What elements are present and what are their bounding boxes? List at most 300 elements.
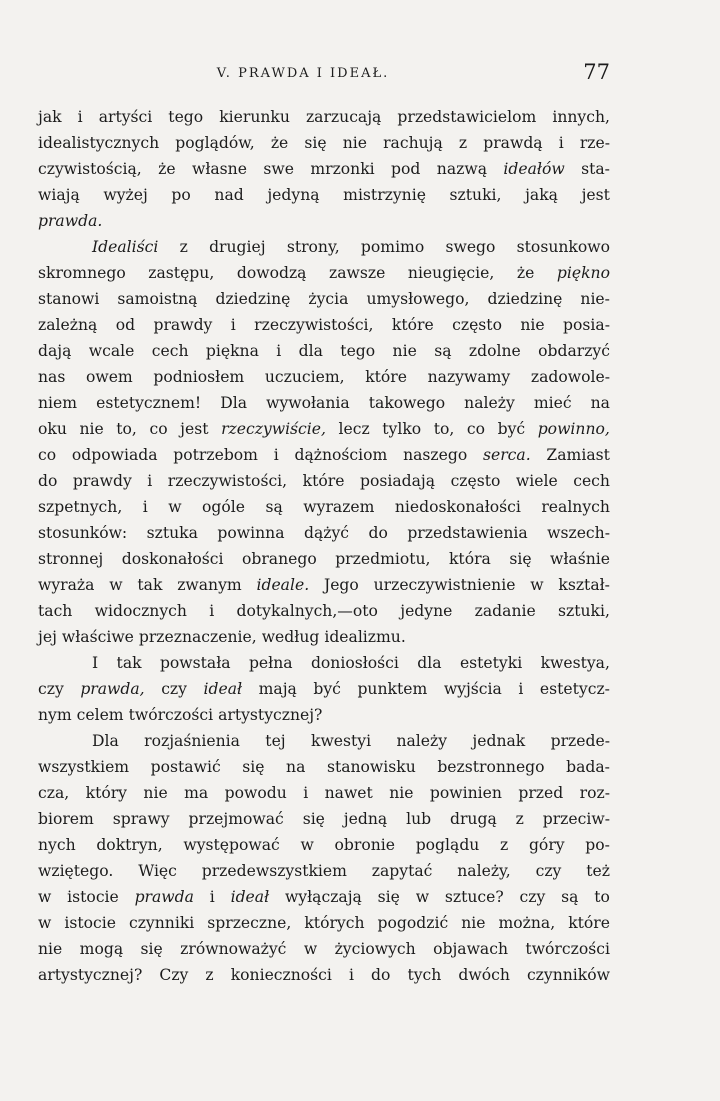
word: prawdy [153, 316, 213, 334]
word: można, [498, 914, 556, 932]
word: w [168, 498, 182, 516]
word: co [466, 420, 486, 438]
word: powinno, [537, 420, 610, 438]
word: widocznych [94, 602, 187, 620]
text-line [38, 598, 610, 624]
word: takowego [368, 394, 446, 412]
text-line [38, 364, 610, 390]
word: idealistycznych [38, 134, 160, 152]
word: nie [389, 784, 414, 802]
word: na [286, 758, 306, 776]
word: co [149, 420, 168, 438]
word: rachują [383, 134, 443, 152]
word: do [368, 524, 388, 542]
word: w [415, 888, 430, 906]
page-number: 77 [583, 60, 610, 84]
word: sprzeczne, [207, 914, 292, 932]
word: przeciw- [542, 810, 610, 828]
word: pomimo [360, 238, 425, 256]
word: rzeczywiście, [221, 420, 326, 438]
word: artyści [98, 108, 153, 126]
word: zawsze [329, 264, 386, 282]
word: tak [137, 576, 163, 594]
text-line [38, 494, 610, 520]
word: i [276, 342, 282, 360]
text-line [38, 962, 610, 988]
word: sztuka [146, 524, 198, 542]
word: Czy [159, 966, 189, 984]
text-line [38, 806, 610, 832]
word: Dla [92, 732, 119, 750]
word: wszystkiem [38, 758, 130, 776]
word: powinna [217, 524, 285, 542]
word: stosunków: [38, 524, 128, 542]
word: niedoskonałości [394, 498, 521, 516]
text-line [38, 650, 610, 676]
word: w [530, 576, 544, 594]
word: rzeczywistości, [254, 316, 374, 334]
word: który [85, 784, 127, 802]
word: tylko [382, 420, 422, 438]
word: jej [38, 628, 57, 646]
word: poglądu [415, 836, 480, 854]
word: po- [585, 836, 610, 854]
word: w [38, 888, 52, 906]
word: mogą [79, 940, 124, 958]
word: doktryn, [96, 836, 163, 854]
word: posiadają [359, 472, 436, 490]
word: istocie [67, 888, 119, 906]
word: w [38, 914, 52, 932]
word: tych [407, 966, 442, 984]
word: nas [38, 368, 66, 386]
word: Idealiści [92, 238, 159, 256]
word: twórczości [128, 706, 214, 724]
word: i [147, 472, 153, 490]
word: istocie [64, 914, 116, 932]
word: naszego [403, 446, 468, 464]
word: czy [535, 862, 562, 880]
word: życia [308, 290, 349, 308]
word: I [92, 654, 99, 672]
word: dziedzinę [487, 290, 563, 308]
word: wziętego. [38, 862, 114, 880]
word: sta- [581, 160, 610, 178]
word: powstała [159, 654, 231, 672]
word: pod [391, 160, 421, 178]
word: przeznaczenie, [138, 628, 257, 646]
word: cech [573, 472, 610, 490]
word: zależną [38, 316, 98, 334]
word: z [515, 810, 524, 828]
word: prawdą [483, 134, 543, 152]
word: wyrazem [303, 498, 375, 516]
word: się [304, 134, 327, 152]
word: cza, [38, 784, 70, 802]
word: umysłowego, [366, 290, 470, 308]
word: ma [184, 784, 209, 802]
word: wyjścia [443, 680, 502, 698]
text-line [38, 754, 610, 780]
word: się [377, 888, 400, 906]
word: na [590, 394, 610, 412]
word: wyłączają [284, 888, 362, 906]
word: posia- [563, 316, 610, 334]
text-line [38, 260, 610, 286]
word: estetyki [459, 654, 523, 672]
word: to [594, 888, 610, 906]
word: się [242, 758, 265, 776]
word: nie [143, 784, 168, 802]
word: jest [180, 420, 209, 438]
word: i [142, 498, 148, 516]
word: swego [445, 238, 496, 256]
text-line [38, 182, 610, 208]
word: stanowisku [326, 758, 416, 776]
word: stosunkowo [516, 238, 610, 256]
word: kształ- [558, 576, 610, 594]
text-line [38, 208, 610, 234]
word: nym [38, 706, 72, 724]
word: punktem [357, 680, 428, 698]
word: bezstronnego [437, 758, 545, 776]
text-line [38, 728, 610, 754]
word: wyżej [103, 186, 148, 204]
running-head: V. PRAWDA I IDEAŁ. [216, 66, 390, 81]
word: dziedzinę [215, 290, 291, 308]
word: dwóch [458, 966, 510, 984]
word: dążnościom [294, 446, 388, 464]
word: których [304, 914, 365, 932]
word: przedstawienia [407, 524, 528, 542]
word: wszech- [547, 524, 610, 542]
text-line [38, 416, 610, 442]
word: wiele [515, 472, 558, 490]
word: że [158, 160, 176, 178]
word: nad [214, 186, 244, 204]
word: Dla [220, 394, 248, 412]
word: należy [464, 394, 515, 412]
text-line [38, 936, 610, 962]
word: i [209, 888, 215, 906]
word: drugiej [209, 238, 266, 256]
word: nieugięcie, [407, 264, 495, 282]
word: sztuki, [558, 602, 610, 620]
word: nie [461, 914, 486, 932]
word: zwanym [177, 576, 242, 594]
word: i [273, 446, 279, 464]
word: zadanie [474, 602, 536, 620]
text-line [38, 676, 610, 702]
word: i [348, 966, 354, 984]
word: rzeczywistości, [167, 472, 288, 490]
word: mrzonki [310, 160, 375, 178]
word: być [497, 420, 526, 438]
word: tego [340, 342, 376, 360]
word: i [77, 108, 83, 126]
word: góry [528, 836, 565, 854]
word: szpetnych, [38, 498, 123, 516]
word: czy [519, 888, 546, 906]
word: zadowole- [530, 368, 610, 386]
word: jedną [343, 810, 388, 828]
word: roz- [579, 784, 610, 802]
word: wyraża [38, 576, 95, 594]
word: i [230, 316, 236, 334]
word: mieć [533, 394, 572, 412]
word: prawda [134, 888, 194, 906]
word: występować [183, 836, 280, 854]
word: do [38, 472, 58, 490]
word: cech [151, 342, 189, 360]
word: nazywamy [427, 368, 511, 386]
word: tach [38, 602, 73, 620]
text-line [38, 884, 610, 910]
word: w [303, 940, 318, 958]
word: właściwe [61, 628, 134, 646]
text-line [38, 130, 610, 156]
text-line [38, 312, 610, 338]
word: ideał [230, 888, 270, 906]
word: odpowiada [71, 446, 158, 464]
word: nawet [324, 784, 373, 802]
word: nych [38, 836, 76, 854]
text-line [38, 624, 610, 650]
word: sztuki, [449, 186, 502, 204]
word: być [313, 680, 341, 698]
text-line [38, 442, 610, 468]
word: i [209, 602, 215, 620]
word: do [371, 966, 391, 984]
word: tej [265, 732, 286, 750]
word: z [205, 966, 214, 984]
word: drugą [449, 810, 497, 828]
word: jednak [472, 732, 526, 750]
word: nie [79, 420, 104, 438]
word: artystycznej? [218, 706, 323, 724]
word: należy [396, 732, 448, 750]
word: realnych [541, 498, 610, 516]
word: nie [38, 940, 63, 958]
text-line [38, 234, 610, 260]
word: niem [38, 394, 78, 412]
word: rze- [579, 134, 610, 152]
word: powinien [429, 784, 502, 802]
word: nie [520, 316, 545, 334]
word: lub [406, 810, 432, 828]
word: celem [76, 706, 124, 724]
word: innych, [552, 108, 610, 126]
word: podniosłem [153, 368, 245, 386]
word: idealizmu. [324, 628, 406, 646]
word: zastępu, [148, 264, 215, 282]
word: i [518, 680, 524, 698]
word: tak [116, 654, 142, 672]
word: przed [518, 784, 564, 802]
word: obranego [241, 550, 317, 568]
word: życiowych [334, 940, 416, 958]
word: i [558, 134, 564, 152]
word: rozjaśnienia [144, 732, 240, 750]
word: nie- [580, 290, 610, 308]
word: się [509, 550, 532, 568]
word: potrzebom [173, 446, 258, 464]
word: że [516, 264, 535, 282]
word: konieczności [230, 966, 332, 984]
word: prawda. [38, 212, 103, 230]
word: bada- [566, 758, 610, 776]
word: czy [38, 680, 64, 698]
word: prawda, [80, 680, 145, 698]
word: po [171, 186, 191, 204]
word: owem [85, 368, 133, 386]
word: są [434, 342, 452, 360]
word: skromnego [38, 264, 126, 282]
word: dla [298, 342, 323, 360]
word: oku [38, 420, 67, 438]
word: tego [168, 108, 204, 126]
word: piękno [556, 264, 610, 282]
word: dowodzą [236, 264, 307, 282]
word: czywistością, [38, 160, 142, 178]
word: dążyć [303, 524, 350, 542]
word: serca. [482, 446, 531, 464]
word: które [568, 914, 610, 932]
word: sztuce? [444, 888, 504, 906]
text-line [38, 390, 610, 416]
word: od [115, 316, 136, 334]
word: zrównoważyć [180, 940, 287, 958]
word: to, [116, 420, 137, 438]
word: często [450, 472, 501, 490]
word: które [302, 472, 345, 490]
word: kwestya, [540, 654, 610, 672]
word: które [391, 316, 434, 334]
word: zapytać [371, 862, 433, 880]
word: zdolne [468, 342, 521, 360]
word: sprawy [112, 810, 170, 828]
word: samoistną [117, 290, 198, 308]
text-line [38, 546, 610, 572]
word: pełna [248, 654, 293, 672]
text-line [38, 286, 610, 312]
word: są [561, 888, 579, 906]
text-line [38, 520, 610, 546]
word: i [303, 784, 309, 802]
word: to, [433, 420, 455, 438]
word: mistrzynię [343, 186, 426, 204]
word: czynniki [128, 914, 195, 932]
word: strony, [286, 238, 340, 256]
word: dają [38, 342, 72, 360]
word: doniosłości [310, 654, 399, 672]
text-line [38, 858, 610, 884]
word: prawdy [72, 472, 132, 490]
word: która [448, 550, 491, 568]
text-line [38, 156, 610, 182]
text-line [38, 832, 610, 858]
word: jest [581, 186, 610, 204]
text-line [38, 338, 610, 364]
word: przedmiotu, [335, 550, 431, 568]
word: ideał [203, 680, 243, 698]
word: mają [258, 680, 297, 698]
word: artystycznej? [38, 966, 143, 984]
word: estetycznem! [96, 394, 202, 412]
page-header [38, 62, 610, 92]
word: Więc [138, 862, 177, 880]
word: urzeczywistnienie [373, 576, 516, 594]
word: uczuciem, [264, 368, 345, 386]
word: nie [342, 134, 367, 152]
word: jedyną [267, 186, 320, 204]
word: jaką [525, 186, 558, 204]
word: stronnej [38, 550, 104, 568]
word: według [261, 628, 320, 646]
word: wiają [38, 186, 80, 204]
word: z [500, 836, 509, 854]
word: co [38, 446, 57, 464]
word: które [365, 368, 407, 386]
word: dotykalnych,—oto [236, 602, 378, 620]
word: Jego [323, 576, 359, 594]
word: ideale. [256, 576, 310, 594]
word: przedewszystkiem [201, 862, 347, 880]
word: nie [392, 342, 417, 360]
word: swe [263, 160, 294, 178]
word: twórczości [525, 940, 610, 958]
word: w [300, 836, 314, 854]
word: są [265, 498, 283, 516]
word: własne [191, 160, 247, 178]
word: pogodzić [377, 914, 449, 932]
word: stanowi [38, 290, 100, 308]
word: jedyne [400, 602, 453, 620]
word: wcale [88, 342, 135, 360]
word: biorem [38, 810, 94, 828]
word: obdarzyć [538, 342, 610, 360]
word: wywołania [266, 394, 350, 412]
word: dla [417, 654, 442, 672]
word: estetycz- [539, 680, 610, 698]
word: postawić [150, 758, 221, 776]
text-line [38, 572, 610, 598]
word: kierunku [219, 108, 290, 126]
word: przejmować [188, 810, 284, 828]
text-line [38, 702, 610, 728]
text-line [38, 104, 610, 130]
word: zarzucają [305, 108, 382, 126]
word: obronie [334, 836, 395, 854]
word: z [179, 238, 188, 256]
word: poglądów, [175, 134, 255, 152]
word: właśnie [550, 550, 610, 568]
word: często [452, 316, 502, 334]
word: piękna [205, 342, 259, 360]
text-line [38, 468, 610, 494]
word: przedstawicielom [397, 108, 537, 126]
text-line [38, 780, 610, 806]
word: że [270, 134, 289, 152]
word: jak [38, 108, 62, 126]
word: należy, [457, 862, 511, 880]
word: Zamiast [546, 446, 610, 464]
word: ideałów [503, 160, 565, 178]
word: się [302, 810, 325, 828]
text-line [38, 910, 610, 936]
word: też [586, 862, 610, 880]
body-text [38, 104, 610, 988]
